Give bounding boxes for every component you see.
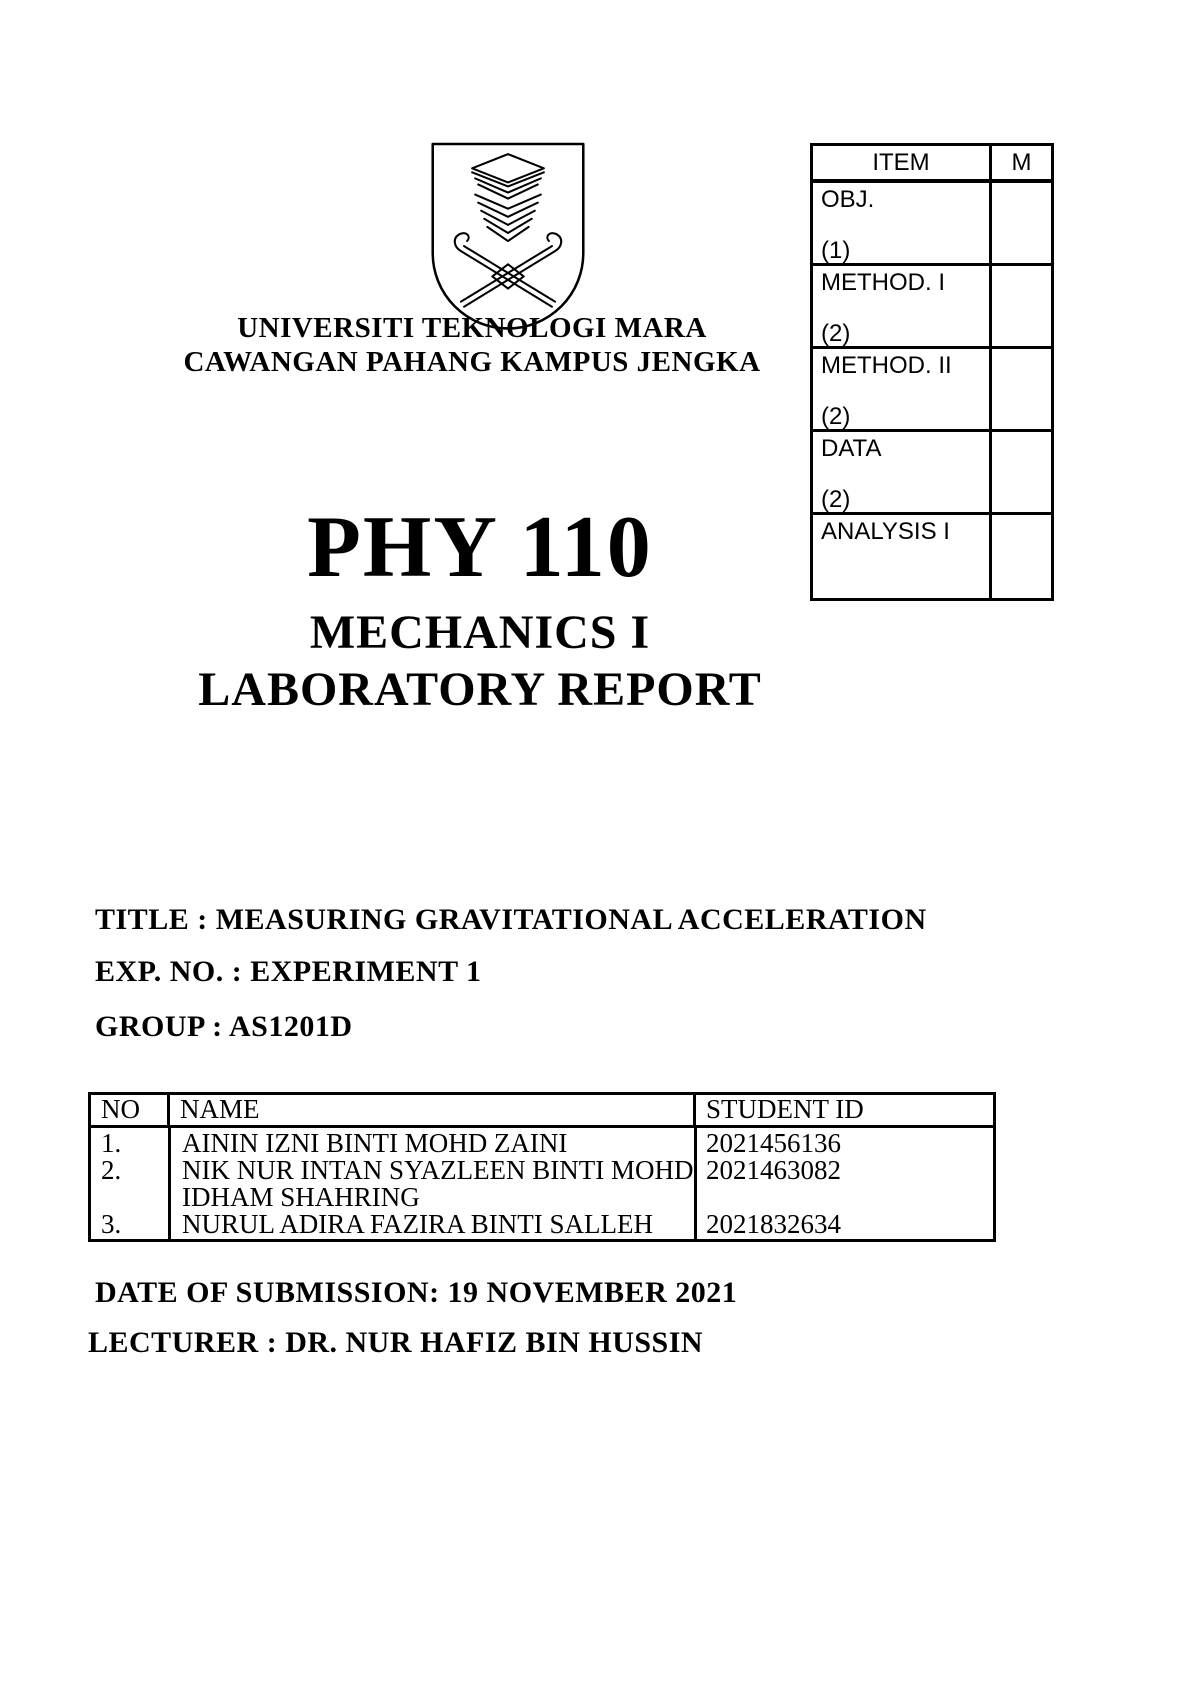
marks-item-label: DATA [821,435,882,462]
member-name-line: NIK NUR INTAN SYAZLEEN BINTI MOHD [182,1155,694,1185]
marks-item-points: (1) [821,237,851,264]
marks-item-label: METHOD. II [821,352,952,379]
members-table-divider [168,1126,171,1239]
member-student-id: 2021463082 [706,1155,841,1185]
member-no: 3. [101,1209,122,1239]
marks-item-cell [813,349,992,432]
marks-item-points: (2) [821,320,851,347]
members-table [88,1092,996,1242]
marks-item-points: (2) [821,403,851,430]
report-type: LABORATORY REPORT [198,663,762,716]
member-no: 1. [101,1128,122,1158]
members-table-divider [694,1126,697,1239]
member-name [170,1211,696,1238]
member-name [170,1130,696,1157]
marks-mark-cell [992,183,1051,266]
member-name-line: IDHAM SHAHRING [182,1182,420,1212]
marks-item-cell [813,183,992,266]
main-title-block [100,498,860,718]
crest-outline [433,144,584,328]
member-name [170,1157,696,1211]
marks-item-label: METHOD. I [821,269,945,296]
marks-mark-cell [992,266,1051,349]
uitm-crest-logo [430,142,586,334]
university-line1: UNIVERSITI TEKNOLOGI MARA [237,312,707,344]
marks-item-cell [813,266,992,349]
marks-mark-cell [992,515,1051,598]
lecturer-line: LECTURER : DR. NUR HAFIZ BIN HUSSIN [88,1326,704,1359]
marks-item-points: (2) [821,486,851,513]
marks-mark-cell [992,349,1051,432]
crest-books-icon [472,154,544,198]
members-header-no: NO [91,1095,170,1125]
university-name-block [172,311,772,379]
marks-mark-cell [992,432,1051,515]
course-name: MECHANICS I [309,606,651,659]
experiment-number-line: EXP. NO. : EXPERIMENT 1 [95,955,482,988]
crest-keris-icon [455,233,561,307]
member-no: 2. [101,1155,122,1185]
submission-date-line: DATE OF SUBMISSION: 19 NOVEMBER 2021 [95,1276,738,1309]
marks-item-label: OBJ. [821,186,875,213]
experiment-title-line: TITLE : MEASURING GRAVITATIONAL ACCELERATION [95,903,927,936]
member-name-line: NURUL ADIRA FAZIRA BINTI SALLEH [182,1209,653,1239]
members-table-header [91,1095,993,1128]
marks-header-mark: M [992,146,1051,183]
group-line: GROUP : AS1201D [95,1010,353,1043]
course-code: PHY 110 [307,499,653,596]
members-header-name: NAME [170,1095,696,1125]
university-line2: CAWANGAN PAHANG KAMPUS JENGKA [183,346,761,378]
member-name-line: AININ IZNI BINTI MOHD ZAINI [182,1128,568,1158]
marks-header-item: ITEM [813,146,992,183]
crest-chevrons-icon [475,195,541,241]
marks-item-label: ANALYSIS I [821,518,950,545]
member-student-id: 2021832634 [706,1209,841,1239]
member-student-id: 2021456136 [706,1128,841,1158]
members-table-body [91,1128,993,1239]
members-header-student-id: STUDENT ID [706,1094,864,1124]
